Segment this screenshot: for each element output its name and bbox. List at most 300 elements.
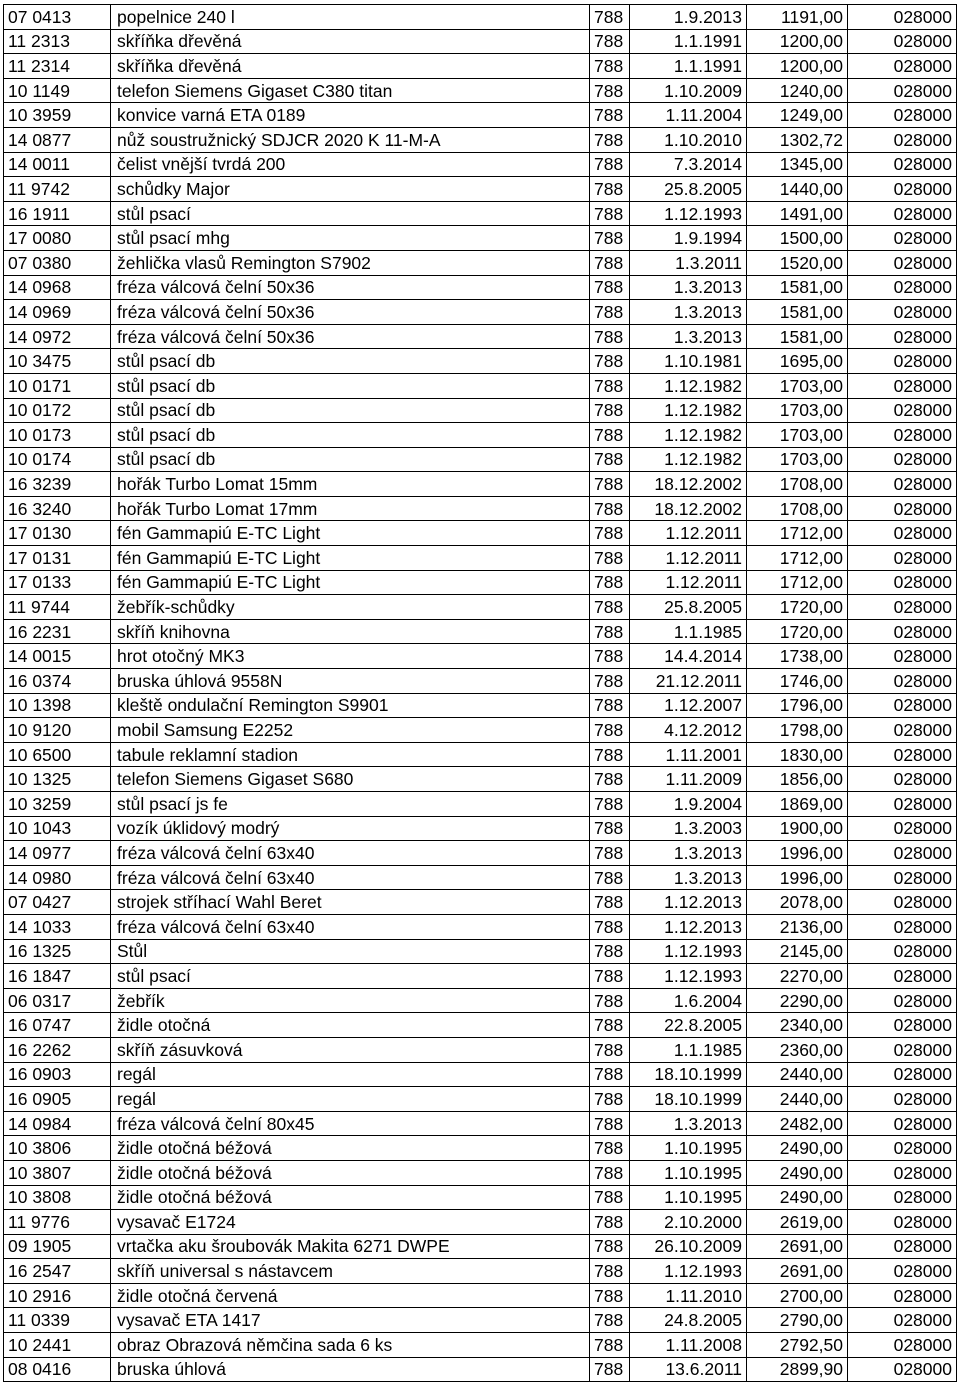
acquisition-date-cell: 1.11.2008 xyxy=(630,1333,747,1358)
acquisition-date-cell: 1.12.1982 xyxy=(630,447,747,472)
inventory-number-cell: 10 2916 xyxy=(4,1283,111,1308)
item-name-cell: vysavač ETA 1417 xyxy=(111,1308,590,1333)
acquisition-date-cell: 1.11.2001 xyxy=(630,742,747,767)
group-code-cell: 788 xyxy=(590,29,630,54)
acquisition-date-cell: 21.12.2011 xyxy=(630,669,747,694)
table-row xyxy=(4,398,957,423)
account-code-cell: 028000 xyxy=(848,226,957,251)
account-code-cell: 028000 xyxy=(848,398,957,423)
price-cell: 1900,00 xyxy=(747,816,848,841)
acquisition-date-cell: 1.3.2013 xyxy=(630,324,747,349)
table-row xyxy=(4,1333,957,1358)
inventory-number-cell: 16 0747 xyxy=(4,1013,111,1038)
price-cell: 1746,00 xyxy=(747,669,848,694)
table-row xyxy=(4,1111,957,1136)
account-code-cell: 028000 xyxy=(848,1333,957,1358)
acquisition-date-cell: 1.11.2004 xyxy=(630,103,747,128)
group-code-cell: 788 xyxy=(590,718,630,743)
account-code-cell: 028000 xyxy=(848,78,957,103)
price-cell: 2490,00 xyxy=(747,1185,848,1210)
inventory-number-cell: 14 1033 xyxy=(4,914,111,939)
table-row xyxy=(4,718,957,743)
item-name-cell: židle otočná červená xyxy=(111,1283,590,1308)
acquisition-date-cell: 1.12.2011 xyxy=(630,570,747,595)
inventory-number-cell: 14 0969 xyxy=(4,300,111,325)
acquisition-date-cell: 18.10.1999 xyxy=(630,1087,747,1112)
item-name-cell: stůl psací xyxy=(111,964,590,989)
item-name-cell: židle otočná xyxy=(111,1013,590,1038)
account-code-cell: 028000 xyxy=(848,669,957,694)
item-name-cell: tabule reklamní stadion xyxy=(111,742,590,767)
item-name-cell: hořák Turbo Lomat 17mm xyxy=(111,496,590,521)
table-row xyxy=(4,447,957,472)
item-name-cell: schůdky Major xyxy=(111,177,590,202)
inventory-number-cell: 11 0339 xyxy=(4,1308,111,1333)
item-name-cell: bruska úhlová xyxy=(111,1357,590,1382)
item-name-cell: mobil Samsung E2252 xyxy=(111,718,590,743)
inventory-number-cell: 16 2547 xyxy=(4,1259,111,1284)
item-name-cell: popelnice 240 l xyxy=(111,5,590,30)
inventory-number-cell: 10 3808 xyxy=(4,1185,111,1210)
acquisition-date-cell: 1.1.1985 xyxy=(630,1037,747,1062)
price-cell: 2270,00 xyxy=(747,964,848,989)
inventory-number-cell: 11 2314 xyxy=(4,54,111,79)
item-name-cell: obraz Obrazová němčina sada 6 ks xyxy=(111,1333,590,1358)
account-code-cell: 028000 xyxy=(848,1160,957,1185)
acquisition-date-cell: 1.12.1982 xyxy=(630,398,747,423)
table-row xyxy=(4,1037,957,1062)
group-code-cell: 788 xyxy=(590,939,630,964)
acquisition-date-cell: 1.10.1995 xyxy=(630,1160,747,1185)
item-name-cell: skříňka dřevěná xyxy=(111,29,590,54)
inventory-number-cell: 16 3240 xyxy=(4,496,111,521)
inventory-number-cell: 10 3475 xyxy=(4,349,111,374)
price-cell: 1703,00 xyxy=(747,423,848,448)
item-name-cell: kleště ondulační Remington S9901 xyxy=(111,693,590,718)
item-name-cell: Stůl xyxy=(111,939,590,964)
table-row xyxy=(4,1013,957,1038)
inventory-number-cell: 16 2231 xyxy=(4,619,111,644)
table-row xyxy=(4,54,957,79)
group-code-cell: 788 xyxy=(590,447,630,472)
inventory-number-cell: 16 0905 xyxy=(4,1087,111,1112)
item-name-cell: hořák Turbo Lomat 15mm xyxy=(111,472,590,497)
price-cell: 1500,00 xyxy=(747,226,848,251)
group-code-cell: 788 xyxy=(590,619,630,644)
acquisition-date-cell: 1.12.2011 xyxy=(630,546,747,571)
item-name-cell: stůl psací db xyxy=(111,349,590,374)
price-cell: 1200,00 xyxy=(747,29,848,54)
inventory-number-cell: 17 0133 xyxy=(4,570,111,595)
account-code-cell: 028000 xyxy=(848,1357,957,1382)
acquisition-date-cell: 1.12.1993 xyxy=(630,939,747,964)
item-name-cell: vozík úklidový modrý xyxy=(111,816,590,841)
acquisition-date-cell: 1.10.2009 xyxy=(630,78,747,103)
table-row xyxy=(4,226,957,251)
table-row xyxy=(4,964,957,989)
inventory-number-cell: 16 2262 xyxy=(4,1037,111,1062)
price-cell: 1712,00 xyxy=(747,546,848,571)
table-row xyxy=(4,472,957,497)
acquisition-date-cell: 1.11.2010 xyxy=(630,1283,747,1308)
price-cell: 1712,00 xyxy=(747,521,848,546)
table-row xyxy=(4,841,957,866)
price-cell: 1856,00 xyxy=(747,767,848,792)
account-code-cell: 028000 xyxy=(848,103,957,128)
table-row xyxy=(4,78,957,103)
price-cell: 2691,00 xyxy=(747,1234,848,1259)
price-cell: 1581,00 xyxy=(747,275,848,300)
account-code-cell: 028000 xyxy=(848,1185,957,1210)
group-code-cell: 788 xyxy=(590,1234,630,1259)
group-code-cell: 788 xyxy=(590,5,630,30)
group-code-cell: 788 xyxy=(590,1185,630,1210)
acquisition-date-cell: 1.12.2011 xyxy=(630,521,747,546)
price-cell: 1720,00 xyxy=(747,619,848,644)
item-name-cell: fén Gammapiú E-TC Light xyxy=(111,521,590,546)
price-cell: 1491,00 xyxy=(747,201,848,226)
price-cell: 1720,00 xyxy=(747,595,848,620)
item-name-cell: stůl psací db xyxy=(111,447,590,472)
acquisition-date-cell: 1.10.1981 xyxy=(630,349,747,374)
group-code-cell: 788 xyxy=(590,250,630,275)
acquisition-date-cell: 24.8.2005 xyxy=(630,1308,747,1333)
table-row xyxy=(4,1210,957,1235)
account-code-cell: 028000 xyxy=(848,546,957,571)
account-code-cell: 028000 xyxy=(848,373,957,398)
group-code-cell: 788 xyxy=(590,1210,630,1235)
item-name-cell: bruska úhlová 9558N xyxy=(111,669,590,694)
table-row xyxy=(4,816,957,841)
inventory-number-cell: 10 1325 xyxy=(4,767,111,792)
group-code-cell: 788 xyxy=(590,1087,630,1112)
group-code-cell: 788 xyxy=(590,669,630,694)
acquisition-date-cell: 18.12.2002 xyxy=(630,496,747,521)
acquisition-date-cell: 1.12.1993 xyxy=(630,201,747,226)
inventory-table xyxy=(3,4,957,1382)
item-name-cell: fén Gammapiú E-TC Light xyxy=(111,570,590,595)
inventory-number-cell: 10 9120 xyxy=(4,718,111,743)
inventory-number-cell: 06 0317 xyxy=(4,988,111,1013)
account-code-cell: 028000 xyxy=(848,964,957,989)
acquisition-date-cell: 14.4.2014 xyxy=(630,644,747,669)
item-name-cell: regál xyxy=(111,1062,590,1087)
item-name-cell: židle otočná béžová xyxy=(111,1185,590,1210)
acquisition-date-cell: 18.12.2002 xyxy=(630,472,747,497)
table-row xyxy=(4,1283,957,1308)
group-code-cell: 788 xyxy=(590,1111,630,1136)
price-cell: 1738,00 xyxy=(747,644,848,669)
price-cell: 2490,00 xyxy=(747,1136,848,1161)
acquisition-date-cell: 1.9.1994 xyxy=(630,226,747,251)
inventory-number-cell: 10 1398 xyxy=(4,693,111,718)
table-row xyxy=(4,1062,957,1087)
inventory-table-body xyxy=(4,5,957,1382)
account-code-cell: 028000 xyxy=(848,693,957,718)
inventory-number-cell: 10 0173 xyxy=(4,423,111,448)
price-cell: 1302,72 xyxy=(747,127,848,152)
inventory-number-cell: 14 0877 xyxy=(4,127,111,152)
group-code-cell: 788 xyxy=(590,1259,630,1284)
inventory-number-cell: 10 3259 xyxy=(4,792,111,817)
inventory-number-cell: 10 1043 xyxy=(4,816,111,841)
table-row xyxy=(4,693,957,718)
table-row xyxy=(4,1259,957,1284)
price-cell: 1200,00 xyxy=(747,54,848,79)
item-name-cell: fréza válcová čelní 63x40 xyxy=(111,865,590,890)
inventory-number-cell: 17 0130 xyxy=(4,521,111,546)
item-name-cell: hrot otočný MK3 xyxy=(111,644,590,669)
table-row xyxy=(4,201,957,226)
inventory-number-cell: 14 0968 xyxy=(4,275,111,300)
account-code-cell: 028000 xyxy=(848,1308,957,1333)
price-cell: 2790,00 xyxy=(747,1308,848,1333)
price-cell: 1581,00 xyxy=(747,324,848,349)
item-name-cell: skříň zásuvková xyxy=(111,1037,590,1062)
item-name-cell: nůž soustružnický SDJCR 2020 K 11-M-A xyxy=(111,127,590,152)
group-code-cell: 788 xyxy=(590,693,630,718)
acquisition-date-cell: 1.12.2013 xyxy=(630,914,747,939)
table-row xyxy=(4,423,957,448)
acquisition-date-cell: 1.9.2004 xyxy=(630,792,747,817)
table-row xyxy=(4,496,957,521)
account-code-cell: 028000 xyxy=(848,521,957,546)
inventory-number-cell: 09 1905 xyxy=(4,1234,111,1259)
account-code-cell: 028000 xyxy=(848,1136,957,1161)
acquisition-date-cell: 25.8.2005 xyxy=(630,177,747,202)
table-row xyxy=(4,570,957,595)
inventory-number-cell: 14 0015 xyxy=(4,644,111,669)
acquisition-date-cell: 1.12.1982 xyxy=(630,373,747,398)
acquisition-date-cell: 1.3.2013 xyxy=(630,865,747,890)
account-code-cell: 028000 xyxy=(848,349,957,374)
acquisition-date-cell: 2.10.2000 xyxy=(630,1210,747,1235)
price-cell: 2145,00 xyxy=(747,939,848,964)
table-row xyxy=(4,103,957,128)
price-cell: 2482,00 xyxy=(747,1111,848,1136)
acquisition-date-cell: 1.12.1982 xyxy=(630,423,747,448)
group-code-cell: 788 xyxy=(590,496,630,521)
inventory-number-cell: 10 2441 xyxy=(4,1333,111,1358)
group-code-cell: 788 xyxy=(590,324,630,349)
account-code-cell: 028000 xyxy=(848,742,957,767)
item-name-cell: stůl psací db xyxy=(111,398,590,423)
group-code-cell: 788 xyxy=(590,472,630,497)
acquisition-date-cell: 1.11.2009 xyxy=(630,767,747,792)
inventory-number-cell: 16 1911 xyxy=(4,201,111,226)
inventory-number-cell: 10 1149 xyxy=(4,78,111,103)
account-code-cell: 028000 xyxy=(848,792,957,817)
inventory-number-cell: 14 0977 xyxy=(4,841,111,866)
table-row xyxy=(4,1357,957,1382)
table-row xyxy=(4,669,957,694)
acquisition-date-cell: 1.3.2013 xyxy=(630,1111,747,1136)
account-code-cell: 028000 xyxy=(848,1210,957,1235)
price-cell: 2340,00 xyxy=(747,1013,848,1038)
item-name-cell: stůl psací xyxy=(111,201,590,226)
account-code-cell: 028000 xyxy=(848,29,957,54)
table-row xyxy=(4,988,957,1013)
group-code-cell: 788 xyxy=(590,54,630,79)
price-cell: 1581,00 xyxy=(747,300,848,325)
table-row xyxy=(4,373,957,398)
price-cell: 1996,00 xyxy=(747,865,848,890)
table-row xyxy=(4,1136,957,1161)
account-code-cell: 028000 xyxy=(848,767,957,792)
acquisition-date-cell: 1.3.2003 xyxy=(630,816,747,841)
table-row xyxy=(4,349,957,374)
account-code-cell: 028000 xyxy=(848,152,957,177)
group-code-cell: 788 xyxy=(590,300,630,325)
item-name-cell: stůl psací db xyxy=(111,423,590,448)
price-cell: 1830,00 xyxy=(747,742,848,767)
group-code-cell: 788 xyxy=(590,546,630,571)
table-row xyxy=(4,792,957,817)
inventory-number-cell: 10 6500 xyxy=(4,742,111,767)
item-name-cell: stůl psací db xyxy=(111,373,590,398)
table-row xyxy=(4,595,957,620)
account-code-cell: 028000 xyxy=(848,1283,957,1308)
acquisition-date-cell: 13.6.2011 xyxy=(630,1357,747,1382)
price-cell: 1869,00 xyxy=(747,792,848,817)
account-code-cell: 028000 xyxy=(848,423,957,448)
acquisition-date-cell: 1.3.2013 xyxy=(630,300,747,325)
group-code-cell: 788 xyxy=(590,521,630,546)
item-name-cell: vrtačka aku šroubovák Makita 6271 DWPE xyxy=(111,1234,590,1259)
group-code-cell: 788 xyxy=(590,373,630,398)
price-cell: 2792,50 xyxy=(747,1333,848,1358)
inventory-number-cell: 07 0380 xyxy=(4,250,111,275)
inventory-number-cell: 16 0903 xyxy=(4,1062,111,1087)
inventory-number-cell: 11 9744 xyxy=(4,595,111,620)
account-code-cell: 028000 xyxy=(848,644,957,669)
price-cell: 1520,00 xyxy=(747,250,848,275)
account-code-cell: 028000 xyxy=(848,54,957,79)
acquisition-date-cell: 25.8.2005 xyxy=(630,595,747,620)
item-name-cell: konvice varná ETA 0189 xyxy=(111,103,590,128)
acquisition-date-cell: 1.10.2010 xyxy=(630,127,747,152)
group-code-cell: 788 xyxy=(590,914,630,939)
acquisition-date-cell: 7.3.2014 xyxy=(630,152,747,177)
table-row xyxy=(4,1160,957,1185)
acquisition-date-cell: 1.1.1991 xyxy=(630,54,747,79)
price-cell: 2899,90 xyxy=(747,1357,848,1382)
price-cell: 1708,00 xyxy=(747,472,848,497)
account-code-cell: 028000 xyxy=(848,914,957,939)
table-row xyxy=(4,177,957,202)
group-code-cell: 788 xyxy=(590,226,630,251)
table-row xyxy=(4,127,957,152)
table-row xyxy=(4,914,957,939)
table-row xyxy=(4,619,957,644)
group-code-cell: 788 xyxy=(590,1136,630,1161)
account-code-cell: 028000 xyxy=(848,988,957,1013)
group-code-cell: 788 xyxy=(590,1357,630,1382)
account-code-cell: 028000 xyxy=(848,1013,957,1038)
account-code-cell: 028000 xyxy=(848,865,957,890)
group-code-cell: 788 xyxy=(590,1062,630,1087)
price-cell: 2136,00 xyxy=(747,914,848,939)
item-name-cell: židle otočná béžová xyxy=(111,1160,590,1185)
account-code-cell: 028000 xyxy=(848,127,957,152)
table-row xyxy=(4,5,957,30)
item-name-cell: vysavač E1724 xyxy=(111,1210,590,1235)
acquisition-date-cell: 1.3.2011 xyxy=(630,250,747,275)
table-row xyxy=(4,742,957,767)
group-code-cell: 788 xyxy=(590,1333,630,1358)
inventory-number-cell: 10 0174 xyxy=(4,447,111,472)
account-code-cell: 028000 xyxy=(848,939,957,964)
inventory-number-cell: 10 3807 xyxy=(4,1160,111,1185)
item-name-cell: fréza válcová čelní 50x36 xyxy=(111,300,590,325)
account-code-cell: 028000 xyxy=(848,472,957,497)
inventory-number-cell: 11 9742 xyxy=(4,177,111,202)
item-name-cell: žehlička vlasů Remington S7902 xyxy=(111,250,590,275)
item-name-cell: fréza válcová čelní 50x36 xyxy=(111,275,590,300)
item-name-cell: čelist vnější tvrdá 200 xyxy=(111,152,590,177)
group-code-cell: 788 xyxy=(590,792,630,817)
account-code-cell: 028000 xyxy=(848,841,957,866)
inventory-number-cell: 16 1325 xyxy=(4,939,111,964)
price-cell: 2619,00 xyxy=(747,1210,848,1235)
group-code-cell: 788 xyxy=(590,1283,630,1308)
group-code-cell: 788 xyxy=(590,423,630,448)
acquisition-date-cell: 1.12.1993 xyxy=(630,1259,747,1284)
account-code-cell: 028000 xyxy=(848,595,957,620)
inventory-number-cell: 11 9776 xyxy=(4,1210,111,1235)
table-row xyxy=(4,939,957,964)
item-name-cell: žebřík xyxy=(111,988,590,1013)
item-name-cell: skříňka dřevěná xyxy=(111,54,590,79)
inventory-number-cell: 14 0984 xyxy=(4,1111,111,1136)
inventory-number-cell: 07 0413 xyxy=(4,5,111,30)
item-name-cell: fréza válcová čelní 63x40 xyxy=(111,841,590,866)
account-code-cell: 028000 xyxy=(848,1062,957,1087)
item-name-cell: fréza válcová čelní 50x36 xyxy=(111,324,590,349)
inventory-number-cell: 10 3959 xyxy=(4,103,111,128)
table-row xyxy=(4,1185,957,1210)
item-name-cell: stůl psací mhg xyxy=(111,226,590,251)
acquisition-date-cell: 1.3.2013 xyxy=(630,275,747,300)
acquisition-date-cell: 1.1.1985 xyxy=(630,619,747,644)
acquisition-date-cell: 1.10.1995 xyxy=(630,1136,747,1161)
group-code-cell: 788 xyxy=(590,988,630,1013)
group-code-cell: 788 xyxy=(590,152,630,177)
item-name-cell: fréza válcová čelní 80x45 xyxy=(111,1111,590,1136)
acquisition-date-cell: 1.3.2013 xyxy=(630,841,747,866)
inventory-number-cell: 17 0080 xyxy=(4,226,111,251)
table-row xyxy=(4,521,957,546)
group-code-cell: 788 xyxy=(590,767,630,792)
account-code-cell: 028000 xyxy=(848,324,957,349)
acquisition-date-cell: 1.9.2013 xyxy=(630,5,747,30)
price-cell: 1440,00 xyxy=(747,177,848,202)
table-row xyxy=(4,865,957,890)
account-code-cell: 028000 xyxy=(848,890,957,915)
table-row xyxy=(4,1087,957,1112)
acquisition-date-cell: 1.12.1993 xyxy=(630,964,747,989)
account-code-cell: 028000 xyxy=(848,300,957,325)
account-code-cell: 028000 xyxy=(848,1087,957,1112)
account-code-cell: 028000 xyxy=(848,1234,957,1259)
group-code-cell: 788 xyxy=(590,1037,630,1062)
price-cell: 2078,00 xyxy=(747,890,848,915)
item-name-cell: židle otočná béžová xyxy=(111,1136,590,1161)
inventory-number-cell: 14 0972 xyxy=(4,324,111,349)
acquisition-date-cell: 1.6.2004 xyxy=(630,988,747,1013)
price-cell: 2490,00 xyxy=(747,1160,848,1185)
group-code-cell: 788 xyxy=(590,890,630,915)
